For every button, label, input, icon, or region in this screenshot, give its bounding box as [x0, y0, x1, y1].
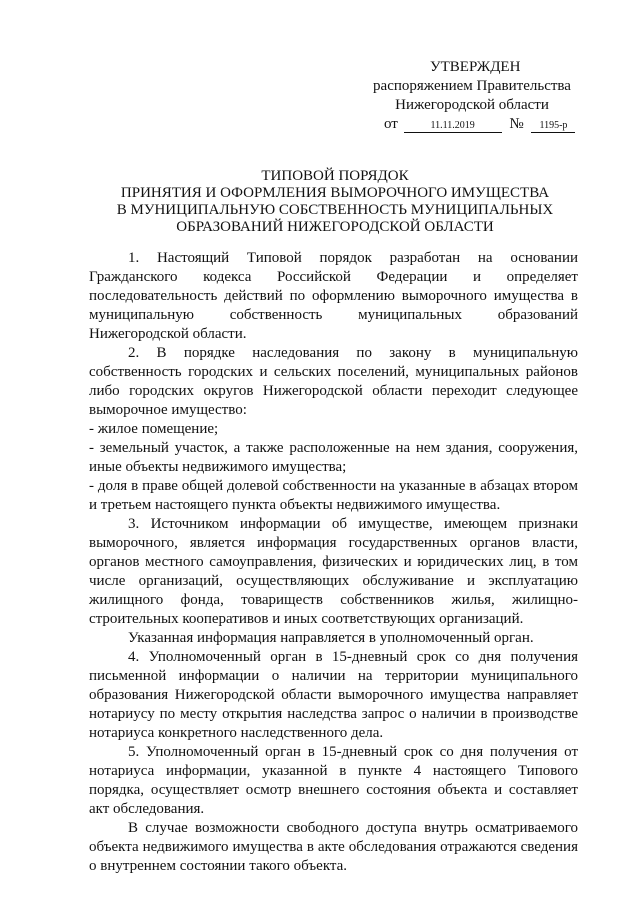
- paragraph-4: 4. Уполномоченный орган в 15-дневный срок со дня получения письменной информации о наличии на территории муниципального образования Нижегородской области выморочного имущества направляет нотариусу по месту открытия наследства запрос о наличии в производстве нотариуса конкретного наследственного дела.: [89, 649, 578, 741]
- list-item-land-plot: - земельный участок, а также расположенные на нем здания, сооружения, иные объекты недвижимого имущества;: [89, 440, 578, 475]
- title-line-1: ТИПОВОЙ ПОРЯДОК: [261, 168, 409, 184]
- paragraph-1: 1. Настоящий Типовой порядок разработан на основании Гражданского кодекса Российской Федерации и определяет последовательность действий по оформлению выморочного имущества в муниципальную собственность муниципальных образований Нижегородской области.: [89, 250, 578, 342]
- title-line-3: В МУНИЦИПАЛЬНУЮ СОБСТВЕННОСТЬ МУНИЦИПАЛЬНЫХ: [116, 202, 554, 218]
- list-item-share: - доля в праве общей долевой собственности на указанные в абзацах втором и третьем настоящего пункта объекты недвижимого имущества.: [89, 478, 578, 513]
- approval-stamp: [372, 58, 572, 134]
- approval-date-row: [372, 115, 572, 134]
- title-line-2: ПРИНЯТИЯ И ОФОРМЛЕНИЯ ВЫМОРОЧНОГО ИМУЩЕСТВА: [120, 185, 550, 201]
- document-title: [86, 168, 584, 236]
- document-body: [89, 249, 578, 876]
- paragraph-3: 3. Источником информации об имуществе, имеющем признаки выморочного, является информация государственных органов власти, органов местного самоуправления, физических и юридических лиц, в том числе организаций, осуществляющих обслуживание и эксплуатацию жилищного фонда, товариществ собственников жилья, жилищно-строительных кооперативов и иных соответствующих организаций.: [89, 516, 578, 627]
- approval-number: 1195-р: [531, 119, 575, 133]
- paragraph-5: 5. Уполномоченный орган в 15-дневный срок со дня получения от нотариуса информации, указанной в пункте 4 настоящего Типового порядка, осуществляет осмотр внешнего состояния объекта и составляет акт обследования.: [89, 744, 578, 817]
- approval-line-2: Нижегородской области: [395, 97, 549, 113]
- approval-date: 11.11.2019: [404, 119, 502, 133]
- list-item-living-premises: - жилое помещение;: [89, 421, 219, 437]
- approval-from-label: от: [384, 116, 398, 132]
- approval-line-1: распоряжением Правительства: [373, 78, 571, 94]
- title-line-4: ОБРАЗОВАНИЙ НИЖЕГОРОДСКОЙ ОБЛАСТИ: [176, 219, 494, 235]
- approval-number-sign: №: [509, 116, 524, 132]
- paragraph-5-note: В случае возможности свободного доступа внутрь осматриваемого объекта недвижимого имущества в акте обследования отражаются сведения о внутреннем состоянии такого объекта.: [89, 820, 578, 874]
- approval-status: УТВЕРЖДЕН: [430, 59, 521, 75]
- paragraph-2: 2. В порядке наследования по закону в муниципальную собственность городских и сельских поселений, муниципальных районов либо городских округов Нижегородской области переходит следующее выморочное имущество:: [89, 345, 578, 418]
- paragraph-3-note: Указанная информация направляется в уполномоченный орган.: [128, 630, 534, 646]
